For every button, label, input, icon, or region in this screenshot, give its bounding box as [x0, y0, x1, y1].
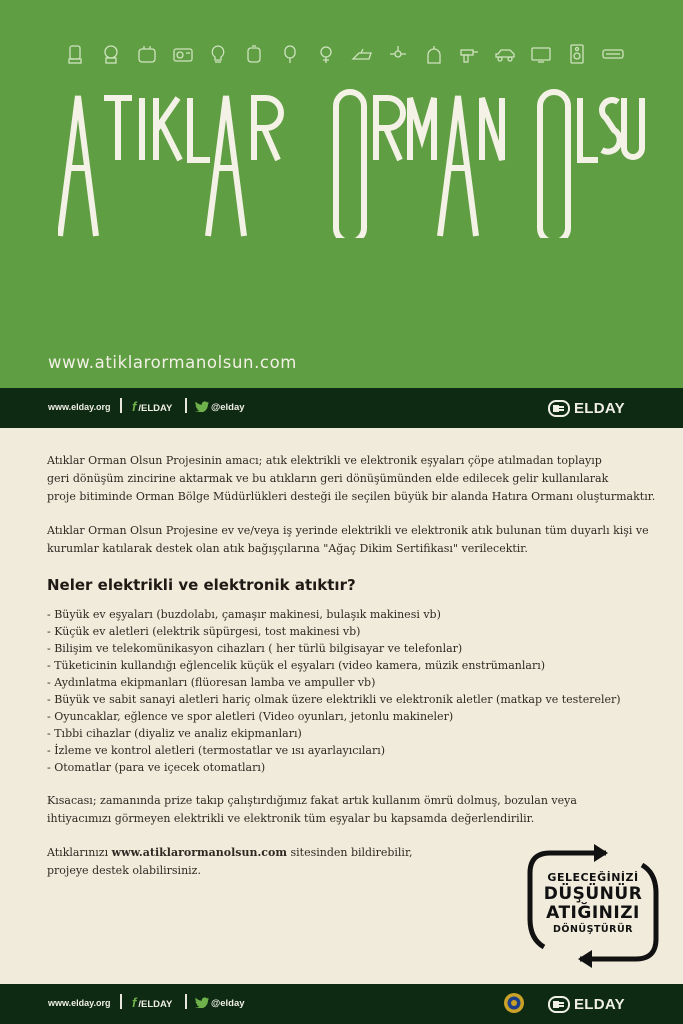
divider	[120, 994, 122, 1009]
report-prefix: Atıklarınızı	[47, 846, 112, 859]
brand-name: ELDAY	[574, 399, 625, 417]
divider	[185, 994, 187, 1009]
lions-club-logo-icon	[503, 992, 525, 1014]
stamp-line-1: GELECEĞİNİZİ	[547, 871, 639, 884]
list-item: - Aydınlatma ekipmanları (flüoresan lamba ve ampuller vb)	[47, 676, 376, 689]
recycle-stamp	[520, 843, 666, 969]
elday-site-link[interactable]: www.elday.org	[48, 998, 111, 1008]
report-site-link[interactable]: www.atiklarormanolsun.com	[111, 846, 287, 859]
brand-name: ELDAY	[574, 995, 625, 1013]
twitter-icon	[195, 997, 209, 1008]
elday-site-link[interactable]: www.elday.org	[48, 402, 111, 412]
tv-icon	[530, 43, 552, 65]
intro-paragraph	[47, 452, 656, 506]
fan-icon	[387, 43, 409, 65]
facebook-link[interactable]	[132, 995, 172, 1010]
light-bulb-2-icon	[315, 43, 337, 65]
certificate-paragraph	[47, 522, 647, 558]
plug-icon	[548, 400, 570, 417]
list-item: - Büyük ev eşyaları (buzdolabı, çamaşır makinesi, bulaşık makinesi vb)	[47, 608, 441, 621]
list-item: - Oyuncaklar, eğlence ve spor aletleri (Video oyunları, jetonlu makineler)	[47, 710, 454, 723]
heater-icon	[602, 43, 624, 65]
speaker-icon	[566, 43, 588, 65]
list-item: - İzleme ve kontrol aletleri (termostatlar ve ısı ayarlayıcıları)	[47, 744, 386, 757]
divider	[120, 398, 122, 413]
vacuum-cleaner-icon	[423, 43, 445, 65]
text-line: projeye destek olabilirsiniz.	[47, 864, 201, 877]
hero-title	[58, 88, 648, 238]
plug-icon	[548, 996, 570, 1013]
elday-logo	[548, 398, 625, 418]
facebook-handle: /ELDAY	[138, 999, 173, 1010]
iron-icon	[351, 43, 373, 65]
stamp-line-4: DÖNÜŞTÜRÜR	[552, 924, 633, 935]
elday-logo	[548, 994, 625, 1014]
facebook-handle: /ELDAY	[138, 403, 173, 414]
stamp-line-2: DÜŞÜNÜR	[543, 884, 643, 904]
twitter-link[interactable]	[195, 401, 245, 413]
kettle-icon	[243, 43, 265, 65]
facebook-link[interactable]	[132, 399, 172, 414]
radio-icon	[172, 43, 194, 65]
text-line: proje bitiminde Orman Bölge Müdürlükleri desteği ile seçilen büyük bir alanda Hatıra Ormanı oluşturmaktır.	[47, 490, 656, 503]
top-footer-bar	[0, 388, 683, 428]
main-content	[47, 452, 656, 896]
facebook-icon: f	[132, 399, 137, 414]
list-item: - Otomatlar (para ve içecek otomatları)	[47, 761, 266, 774]
hairdryer-icon	[279, 43, 301, 65]
twitter-handle: @elday	[211, 998, 245, 1009]
text-line: Kısacası; zamanında prize takıp çalıştırdığımız fakat artık kullanım ömrü dolmuş, bozulan veya	[47, 794, 577, 807]
summary-paragraph	[47, 792, 647, 828]
drill-icon	[458, 43, 480, 65]
list-item: - Bilişim ve telekomünikasyon cihazları ( her türlü bilgisayar ve telefonlar)	[47, 642, 463, 655]
twitter-icon	[195, 401, 209, 412]
toaster-icon	[136, 43, 158, 65]
appliance-icon-row	[64, 41, 624, 67]
hero-website[interactable]: www.atiklarormanolsun.com	[48, 353, 297, 372]
lightbulb-icon	[207, 43, 229, 65]
section-heading: Neler elektrikli ve elektronik atıktır?	[47, 576, 356, 594]
list-item: - Tüketicinin kullandığı eğlencelik küçük el eşyaları (video kamera, müzik enstrümanları)	[47, 659, 546, 672]
car-toy-icon	[494, 43, 516, 65]
twitter-link[interactable]	[195, 997, 245, 1009]
twitter-handle: @elday	[211, 402, 245, 413]
text-line: geri dönüşüm zincirine aktarmak ve bu atıkların geri dönüşümünden elde edilecek gelir kullanılarak	[47, 472, 609, 485]
report-suffix: sitesinden bildirebilir,	[286, 846, 413, 859]
text-line: ihtiyacımızı görmeyen elektrikli ve elektronik tüm eşyalar bu kapsamda değerlendirilir.	[47, 812, 535, 825]
hero-banner	[0, 0, 683, 388]
text-line: Atıklar Orman Olsun Projesinin amacı; atık elektrikli ve elektronik eşyaları çöpe atılmadan toplayıp	[47, 454, 602, 467]
list-item: - Küçük ev aletleri (elektrik süpürgesi, tost makinesi vb)	[47, 625, 361, 638]
bottom-footer-bar	[0, 984, 683, 1024]
text-line: Atıklar Orman Olsun Projesine ev ve/veya iş yerinde elektrikli ve elektronik atık bulunan tüm duyarlı kişi ve	[47, 524, 649, 537]
mixer-icon	[100, 43, 122, 65]
waste-category-list	[47, 606, 647, 776]
list-item: - Tıbbi cihazlar (diyaliz ve analiz ekipmanları)	[47, 727, 302, 740]
list-item: - Büyük ve sabit sanayi aletleri hariç olmak üzere elektrikli ve elektronik aletler (matkap ve testereler)	[47, 693, 621, 706]
blender-icon	[64, 43, 86, 65]
stamp-line-3: ATIĞINIZI	[546, 903, 640, 923]
facebook-icon: f	[132, 995, 137, 1010]
divider	[185, 398, 187, 413]
text-line: kurumlar katılarak destek olan atık bağışçılarına "Ağaç Dikim Sertifikası" verilecektir.	[47, 542, 528, 555]
